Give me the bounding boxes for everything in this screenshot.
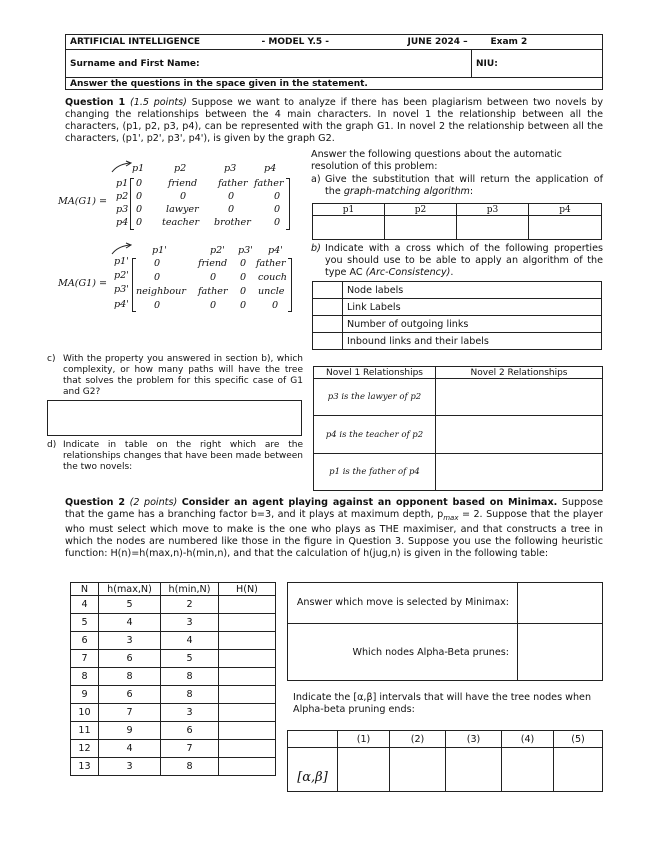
q2-points: (2 points) [129, 497, 178, 508]
heuristic-cell: 8 [161, 668, 219, 686]
heuristic-row [71, 650, 276, 668]
substitution-header: p2 [385, 204, 457, 216]
interval-header: (3) [446, 731, 502, 748]
heuristic-cell: 7 [99, 704, 161, 722]
matrix-g1-col: p3 [224, 163, 237, 174]
matrix-cell: 0 [240, 300, 247, 311]
matrix-cell: teacher [162, 217, 200, 228]
property-checkbox[interactable] [313, 282, 343, 299]
matrix-cell: 0 [228, 191, 235, 202]
heuristic-cell: 5 [161, 650, 219, 668]
heuristic-table [70, 582, 276, 776]
property-label: Number of outgoing links [343, 316, 602, 333]
heuristic-row [71, 704, 276, 722]
novel2-relationship-answer[interactable] [436, 454, 603, 491]
heuristic-cell: 4 [99, 740, 161, 758]
matrix-cell: brother [214, 217, 251, 228]
interval-answer-cell[interactable] [502, 748, 554, 792]
heuristic-cell: 9 [99, 722, 161, 740]
q1-a-text: Give the substitution that will return the application of the [325, 174, 603, 197]
matrix-cell: 0 [274, 217, 281, 228]
heuristic-cell: 6 [99, 650, 161, 668]
matrix-cell: father [198, 286, 228, 297]
interval-header: (2) [390, 731, 446, 748]
heuristic-cell: 6 [161, 722, 219, 740]
matrix-g2-col: p1' [152, 245, 167, 256]
minimax-answer-cell[interactable] [518, 583, 603, 624]
heuristic-row [71, 722, 276, 740]
matrix-g1-row: p2 [116, 191, 129, 202]
matrix-cell: 0 [136, 178, 143, 189]
matrix-cell: 0 [228, 204, 235, 215]
heuristic-cell: 8 [161, 758, 219, 776]
heuristic-cell: 7 [71, 650, 99, 668]
matrix-cell: friend [198, 258, 228, 269]
matrix-g2-row: p3' [114, 284, 129, 295]
exam-number: Exam 2 [490, 37, 528, 47]
matrix-g1-label: MA(G1) = [58, 196, 108, 207]
interval-instructions: Indicate the [α,β] intervals that will have the tree nodes when Alpha-beta pruning ends: [293, 692, 592, 715]
property-label: Node labels [343, 282, 602, 299]
heuristic-answer-cell[interactable] [219, 758, 276, 776]
matrix-g1-row: p3 [116, 204, 129, 215]
minimax-answer-table [287, 582, 603, 681]
matrix-cell: 0 [136, 191, 143, 202]
q1-intro-text: Suppose we want to analyze if there has been plagiarism between two novels by changing the relationships between the 4 main characters. In novel 1 the relationship between all the characters, (p1, p2, p3, p4), can be represented with the graph G1. In novel 2 the relationship between all the characters, (p1', p2', p3', p4'), is given by the graph G2. [65, 97, 603, 144]
heuristic-answer-cell[interactable] [219, 596, 276, 614]
property-checkbox[interactable] [313, 316, 343, 333]
q1-a-label: a) [311, 174, 321, 185]
heuristic-cell: 8 [161, 686, 219, 704]
q1-points: (1.5 points) [129, 97, 187, 108]
q1-part-c [47, 354, 303, 398]
novel1-relationship: p3 is the lawyer of p2 [314, 379, 436, 416]
matrix-g2-col: p4' [268, 245, 283, 256]
surname-label: Surname and First Name: [70, 58, 200, 69]
property-checkbox[interactable] [313, 299, 343, 316]
heuristic-answer-cell[interactable] [219, 722, 276, 740]
matrix-cell: 0 [180, 191, 187, 202]
q1-d-text: Indicate in table on the right which are the relationships changes that have been made between the two novels: [63, 440, 303, 472]
q1-part-a: a) Give the substitution that will return the application of the graph-matching algorithm: [311, 174, 603, 197]
heuristic-header: N [71, 583, 99, 596]
matrix-cell: 0 [274, 204, 281, 215]
property-label: Inbound links and their labels [343, 333, 602, 350]
heuristic-cell: 2 [161, 596, 219, 614]
interval-row-label: [α,β] [288, 748, 338, 792]
substitution-header: p1 [313, 204, 385, 216]
substitution-header: p4 [529, 204, 602, 216]
heuristic-row [71, 632, 276, 650]
q1-b-text: Indicate with a cross which of the following properties you should use to be able to apply an algorithm of the type AC [325, 243, 603, 278]
matrix-cell: father [218, 178, 248, 189]
substitution-header: p3 [457, 204, 529, 216]
bracket-left [130, 178, 134, 230]
substitution-answer-cell[interactable] [385, 216, 457, 240]
bracket-left [132, 258, 136, 312]
heuristic-answer-cell[interactable] [219, 740, 276, 758]
matrix-g2-label: MA(G1) = [58, 278, 108, 289]
heuristic-cell: 4 [99, 614, 161, 632]
novel2-relationship-answer[interactable] [436, 379, 603, 416]
matrix-cell: father [254, 178, 284, 189]
heuristic-cell: 7 [161, 740, 219, 758]
relationships-header: Novel 1 Relationships [314, 367, 436, 379]
complexity-answer-box[interactable] [47, 400, 302, 436]
niu-label: NIU: [476, 58, 498, 69]
matrix-g1-col: p4 [264, 163, 277, 174]
heuristic-row [71, 614, 276, 632]
heuristic-cell: 8 [99, 668, 161, 686]
relationships-header: Novel 2 Relationships [436, 367, 603, 379]
matrix-g2-col: p2' [210, 245, 225, 256]
matrix-g2 [58, 242, 308, 317]
heuristic-answer-cell[interactable] [219, 704, 276, 722]
interval-answer-cell[interactable] [554, 748, 603, 792]
heuristic-cell: 3 [161, 614, 219, 632]
heuristic-header: h(max,N) [99, 583, 161, 596]
exam-header [65, 34, 603, 90]
heuristic-cell: 5 [99, 596, 161, 614]
heuristic-cell: 10 [71, 704, 99, 722]
matrix-g2-row: p2' [114, 270, 129, 281]
matrix-cell: 0 [274, 191, 281, 202]
interval-header: (5) [554, 731, 603, 748]
novel1-relationship: p1 is the father of p4 [314, 454, 436, 491]
substitution-answer-cell[interactable] [457, 216, 529, 240]
interval-answer-cell[interactable] [390, 748, 446, 792]
heuristic-cell: 11 [71, 722, 99, 740]
heuristic-header: h(min,N) [161, 583, 219, 596]
exam-model: - MODEL Y.5 - [261, 37, 330, 47]
matrix-g1-col: p1 [132, 163, 145, 174]
property-checkbox[interactable] [313, 333, 343, 350]
heuristic-row [71, 740, 276, 758]
heuristic-cell: 4 [71, 596, 99, 614]
bracket-right [286, 178, 290, 230]
course-name: ARTIFICIAL INTELLIGENCE [70, 37, 201, 47]
property-label: Link Labels [343, 299, 602, 316]
interval-answer-cell[interactable] [338, 748, 390, 792]
q1-title: Question 1 [65, 97, 126, 108]
heuristic-cell: 12 [71, 740, 99, 758]
exam-date: JUNE 2024 – [407, 37, 468, 47]
interval-header: (1) [338, 731, 390, 748]
heuristic-row [71, 596, 276, 614]
matrix-cell: 0 [210, 272, 217, 283]
heuristic-row [71, 758, 276, 776]
interval-table [287, 730, 603, 792]
matrix-g1-row: p1 [116, 178, 129, 189]
matrix-cell: 0 [154, 300, 161, 311]
heuristic-cell: 9 [71, 686, 99, 704]
matrix-cell: couch [258, 272, 287, 283]
heuristic-row [71, 686, 276, 704]
arrow-icon [108, 242, 138, 256]
matrix-cell: 0 [272, 300, 279, 311]
heuristic-answer-cell[interactable] [219, 668, 276, 686]
matrix-g1-row: p4 [116, 217, 129, 228]
matrix-cell: 0 [154, 272, 161, 283]
substitution-answer-cell[interactable] [529, 216, 602, 240]
matrix-cell: 0 [240, 286, 247, 297]
matrix-g1-col: p2 [174, 163, 187, 174]
q2-intro: Question 2 (2 points) Consider an agent playing against an opponent based on Minimax. Suppose that the game has a branching factor b=3, and it plays at maximum depth, $p_{max} = 2$. Suppose that the player who must select which move to make is the one who plays as THE maximiser, and that constructs a tree in which the nodes are numbered like those in the figure in Question 3. Suppose you use the following heuristic function: H(n)=h(max,n)-h(min,n), and that the calculation of h(jug,n) is given in the following table: [65, 497, 604, 559]
q1-intro [65, 97, 603, 145]
heuristic-cell: 4 [161, 632, 219, 650]
q1-c-text: With the property you answered in section b), which complexity, or how many paths will have the tree that solves the problem for this specific case of G1 and G2? [63, 354, 303, 397]
q1-c-label: c) [47, 354, 56, 364]
heuristic-answer-cell[interactable] [219, 614, 276, 632]
heuristic-answer-cell[interactable] [219, 686, 276, 704]
heuristic-answer-cell[interactable] [219, 632, 276, 650]
surname-field[interactable] [66, 50, 472, 78]
matrix-cell: 0 [210, 300, 217, 311]
heuristic-row [71, 668, 276, 686]
q1-b-emphasis: (Arc-Consistency) [365, 267, 451, 278]
matrix-cell: 0 [240, 272, 247, 283]
q1-a-emphasis: graph-matching algorithm [343, 186, 470, 197]
relationships-table [313, 366, 603, 491]
heuristic-cell: 13 [71, 758, 99, 776]
interval-answer-cell[interactable] [446, 748, 502, 792]
heuristic-cell: 6 [99, 686, 161, 704]
q1-part-b: b) Indicate with a cross which of the following properties you should use to be able to apply an algorithm of the type AC (Arc-Consistency). [311, 243, 603, 278]
matrix-g2-row: p1' [114, 256, 129, 267]
q1-part-d [47, 440, 303, 473]
prune-answer-cell[interactable] [518, 624, 603, 681]
matrix-cell: father [256, 258, 286, 269]
q2-title-rest: Consider an agent playing against an opponent based on Minimax. [181, 497, 558, 508]
heuristic-cell: 3 [99, 632, 161, 650]
matrix-g1 [58, 160, 308, 235]
substitution-table [312, 203, 602, 240]
heuristic-cell: 5 [71, 614, 99, 632]
heuristic-cell: 8 [71, 668, 99, 686]
matrix-cell: 0 [240, 258, 247, 269]
heuristic-cell: 3 [99, 758, 161, 776]
matrix-cell: 0 [136, 204, 143, 215]
heuristic-cell: 3 [161, 704, 219, 722]
q1-b-label: b) [311, 243, 321, 254]
matrix-cell: 0 [154, 258, 161, 269]
heuristic-cell: 6 [71, 632, 99, 650]
novel2-relationship-answer[interactable] [436, 416, 603, 454]
instructions: Answer the questions in the space given in the statement. [70, 78, 368, 89]
q2-intro-text: Suppose that the game has a branching factor b=3, and it plays at maximum depth, p [65, 497, 604, 520]
q1-auto-intro: Answer the following questions about the automatic resolution of this problem: [311, 149, 562, 172]
bracket-right [288, 258, 292, 312]
interval-header: (4) [502, 731, 554, 748]
niu-field[interactable] [472, 50, 603, 78]
substitution-answer-cell[interactable] [313, 216, 385, 240]
properties-table [312, 281, 602, 350]
novel1-relationship: p4 is the teacher of p2 [314, 416, 436, 454]
matrix-cell: friend [168, 178, 198, 189]
matrix-g2-row: p4' [114, 299, 129, 310]
heuristic-header: H(N) [219, 583, 276, 596]
matrix-g2-col: p3' [238, 245, 253, 256]
matrix-cell: lawyer [166, 204, 199, 215]
matrix-cell: 0 [136, 217, 143, 228]
matrix-cell: uncle [258, 286, 285, 297]
matrix-cell: neighbour [136, 286, 186, 297]
minimax-question: Answer which move is selected by Minimax: [288, 583, 518, 624]
q2-title: Question 2 [65, 497, 126, 508]
heuristic-answer-cell[interactable] [219, 650, 276, 668]
q1-d-label: d) [47, 440, 57, 450]
prune-question: Which nodes Alpha-Beta prunes: [288, 624, 518, 681]
